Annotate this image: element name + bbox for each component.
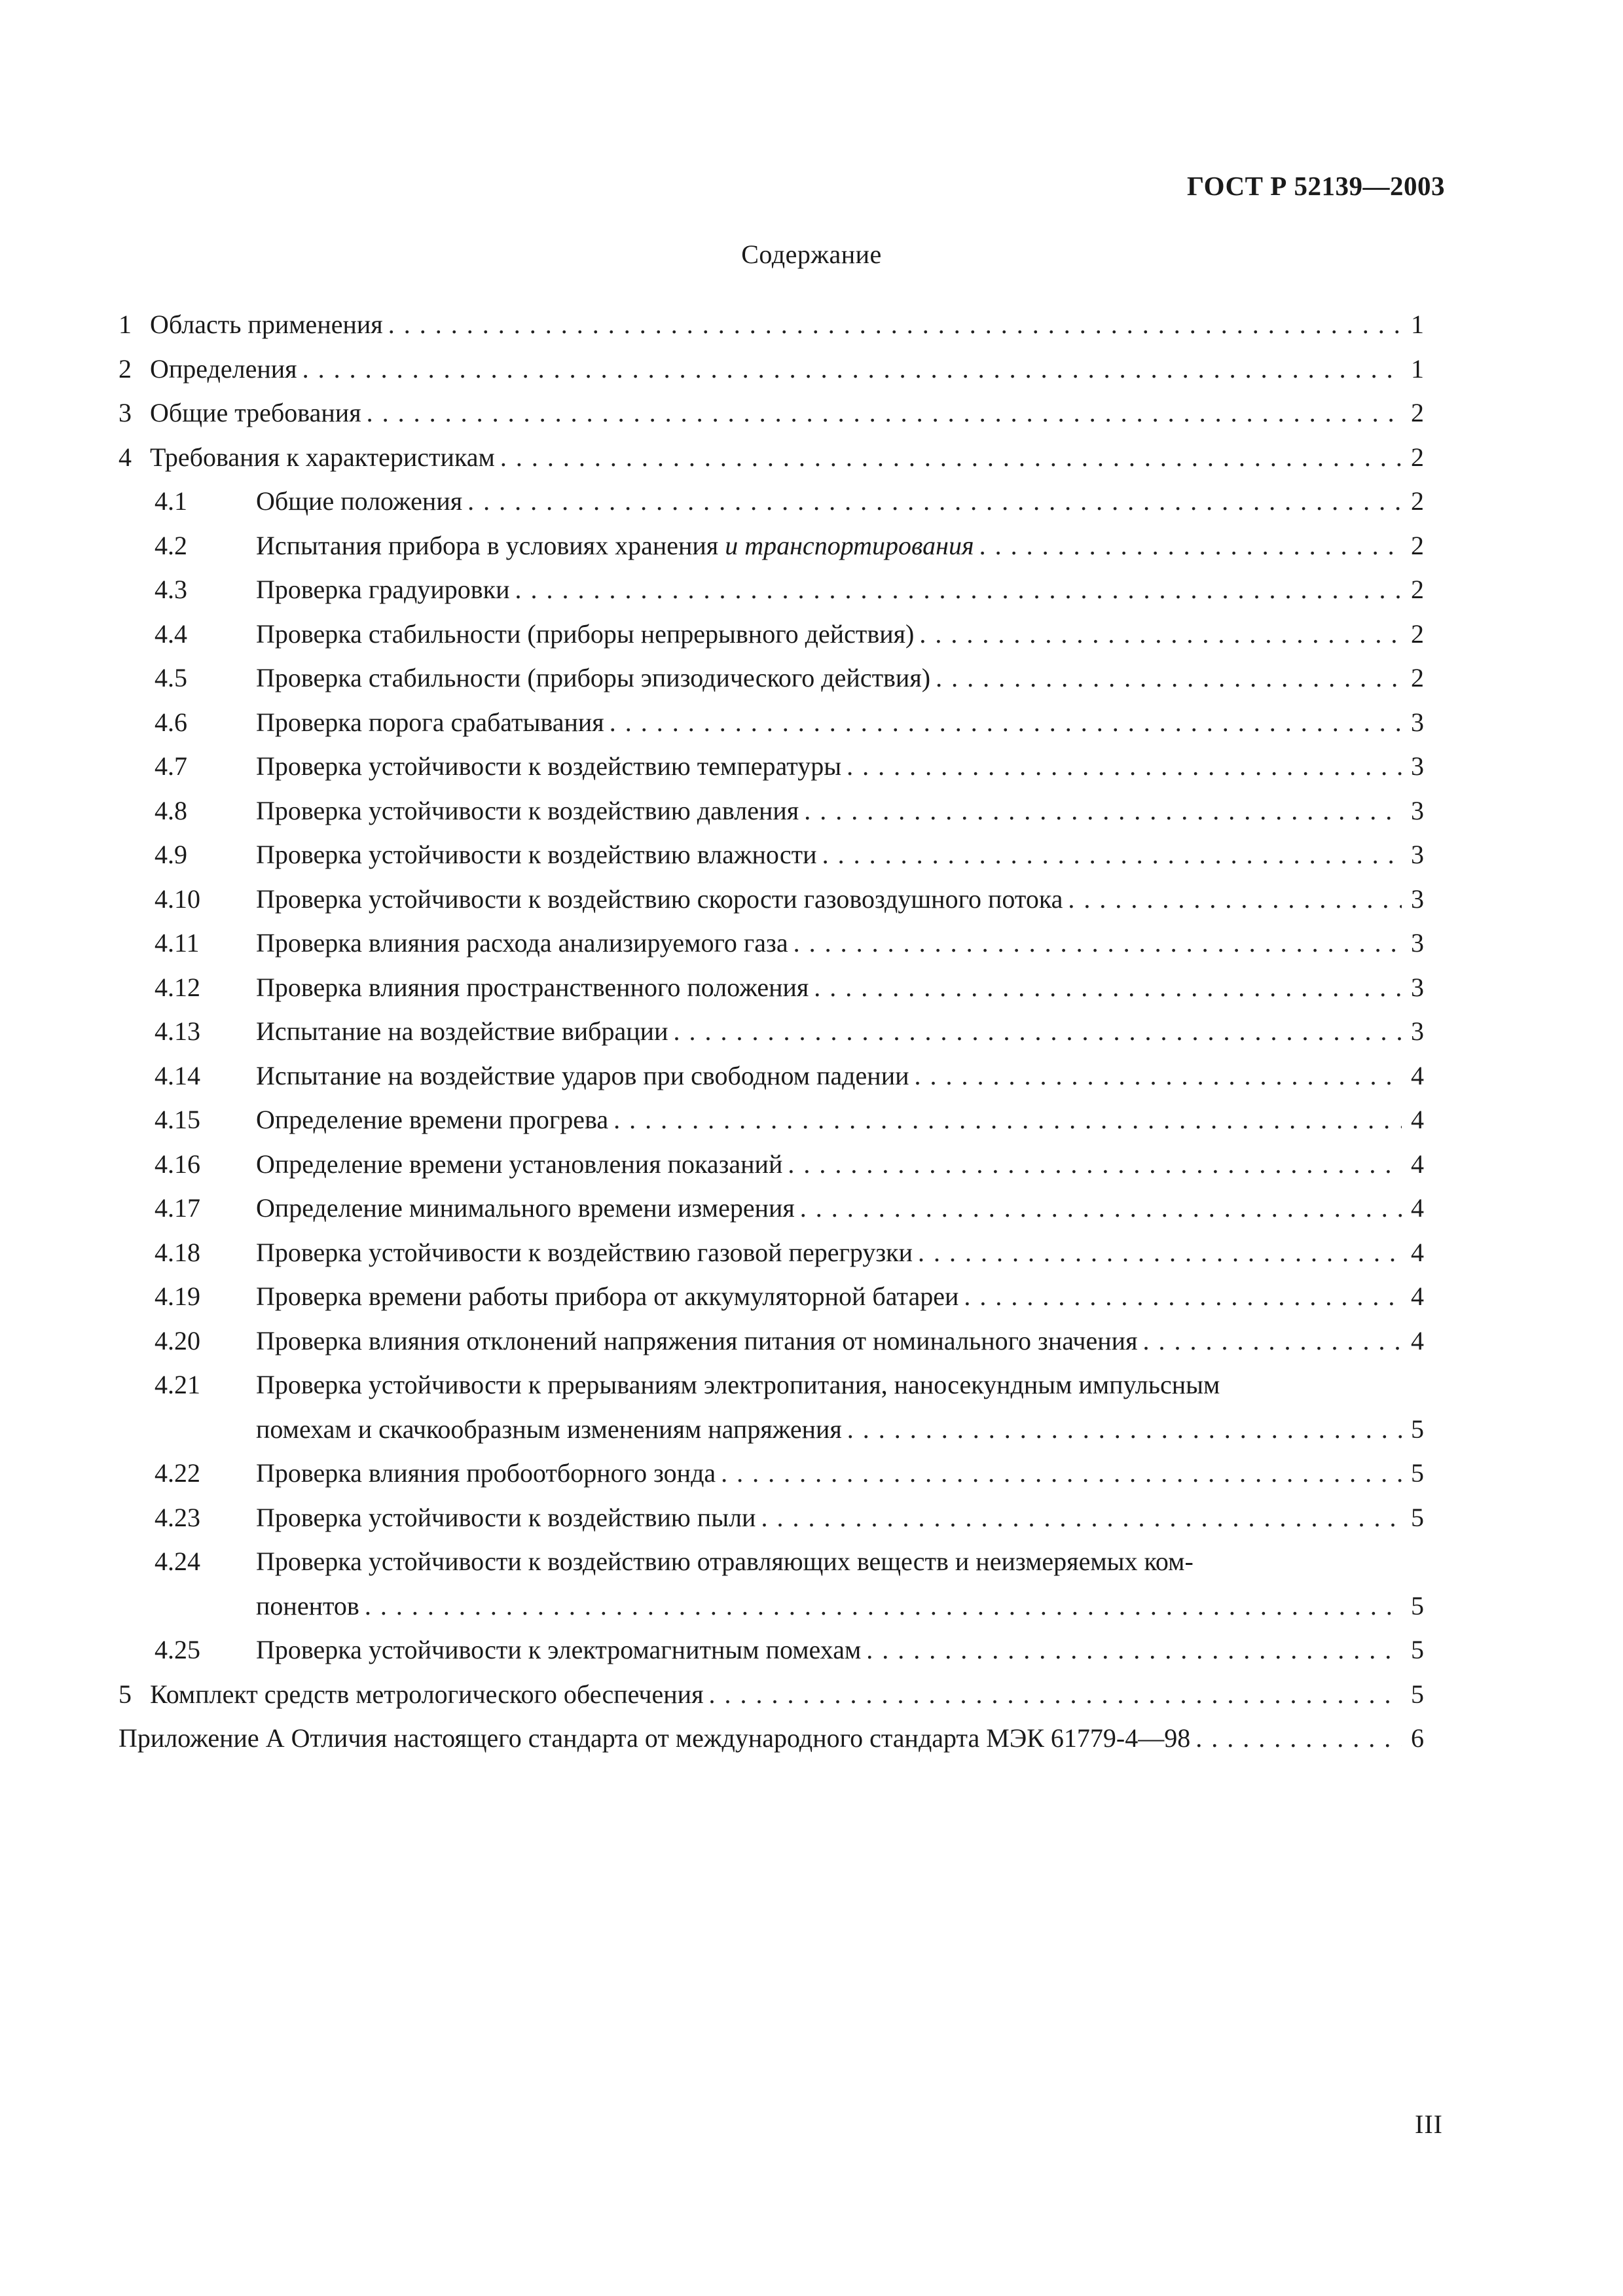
toc-entry-title: Проверка влияния отклонений напряжения питания от номинального значения [256,1325,1138,1355]
toc-entry-title: Проверка влияния пространственного положения [256,972,809,1002]
dot-leader [936,656,1402,700]
dot-leader [804,789,1402,833]
toc-entry[interactable] [119,567,1424,612]
toc-entry-title: Общие требования [150,398,361,427]
toc-entry-title: Проверка времени работы прибора от аккумуляторной батареи [256,1282,959,1311]
toc-entry[interactable] [119,302,1424,347]
toc-entry-page: 4 [1411,1237,1424,1267]
toc-entry-title: Область применения [150,310,383,339]
toc-entry-page: 5 [1411,1679,1424,1709]
document-code: ГОСТ Р 52139—2003 [1187,171,1445,201]
table-of-contents [119,302,1424,1761]
dot-leader [367,391,1402,435]
toc-entry-number: 4.7 [155,751,187,781]
toc-entry-page: 5 [1411,1414,1424,1444]
dot-leader [822,833,1402,877]
toc-entry[interactable] [119,921,1424,965]
toc-entry-page: 1 [1411,310,1424,339]
toc-entry[interactable] [119,1054,1424,1098]
toc-entry-number: 4.4 [155,619,187,649]
toc-entry[interactable] [119,1496,1424,1540]
toc-entry-number: 4.24 [155,1547,200,1576]
toc-entry[interactable] [119,612,1424,656]
toc-entry-page: 2 [1411,663,1424,692]
toc-entry-title: Испытания прибора в условиях хранения и транспортирования [256,530,974,560]
toc-entry-number: 4 [119,442,132,472]
toc-entry-number: 4.25 [155,1635,200,1664]
toc-entry-title: Определения [150,353,297,384]
toc-entry[interactable] [119,347,1424,391]
toc-entry-title: Проверка порога срабатывания [256,707,604,737]
toc-entry[interactable] [119,789,1424,833]
toc-entry[interactable] [119,1628,1424,1672]
toc-entry-page: 4 [1411,1060,1424,1090]
toc-entry-number: 4.9 [155,840,187,869]
toc-entry-title: помехам и скачкообразным изменениям напряжения [256,1414,842,1444]
toc-entry-number: 4.1 [155,486,187,516]
toc-entry-title: Проверка влияния расхода анализируемого газа [256,928,788,958]
dot-leader [1068,877,1402,922]
toc-entry-number: 2 [119,353,132,384]
dot-leader [302,347,1402,391]
toc-entry-page: 2 [1411,442,1424,472]
toc-entry-number: 4.5 [155,663,187,692]
toc-entry[interactable] [119,1274,1424,1319]
dot-leader [919,612,1402,656]
toc-entry-page: 3 [1411,840,1424,869]
toc-title: Содержание [741,240,882,269]
toc-entry-number: 4.11 [155,928,200,958]
toc-entry-page: 1 [1411,353,1424,384]
toc-entry-number: 4.15 [155,1105,200,1134]
toc-entry-page: 4 [1411,1105,1424,1134]
dot-leader [1195,1716,1402,1761]
dot-leader [793,921,1402,965]
dot-leader [788,1142,1402,1187]
dot-leader [610,700,1402,745]
toc-entry[interactable] [119,1716,1424,1761]
toc-entry-number: 4.6 [155,707,187,737]
toc-entry[interactable] [119,1539,1424,1628]
toc-entry-number: 5 [119,1679,132,1709]
dot-leader [847,1407,1402,1452]
toc-entry-title: Проверка устойчивости к воздействию температуры [256,751,842,781]
toc-entry-page: 2 [1411,486,1424,516]
toc-entry[interactable] [119,1363,1424,1451]
dot-leader [613,1098,1402,1142]
toc-entry-number: 4.19 [155,1282,200,1311]
toc-entry-page: 3 [1411,928,1424,958]
page-number: III [1415,2109,1443,2139]
dot-leader [721,1451,1402,1496]
toc-entry-number: 4.23 [155,1502,200,1532]
dot-leader [500,435,1402,480]
toc-entry-title: Общие положения [256,486,463,516]
toc-entry-page: 3 [1411,707,1424,737]
dot-leader [673,1009,1402,1054]
toc-entry-page: 4 [1411,1193,1424,1223]
toc-entry-page: 2 [1411,619,1424,649]
toc-entry-number: 1 [119,310,132,339]
toc-entry[interactable] [119,1230,1424,1275]
toc-entry-page: 4 [1411,1282,1424,1311]
dot-leader [467,479,1402,524]
toc-entry-page: 5 [1411,1458,1424,1488]
toc-entry[interactable] [119,1142,1424,1187]
toc-entry-page: 5 [1411,1502,1424,1532]
toc-entry-title: Проверка устойчивости к электромагнитным помехам [256,1635,862,1664]
toc-entry-number: 4.22 [155,1458,200,1488]
toc-entry-title: Проверка устойчивости к воздействию газовой перегрузки [256,1237,913,1267]
toc-entry-title: Проверка влияния пробоотборного зонда [256,1458,716,1488]
toc-entry-title: Проверка устойчивости к прерываниям электропитания, наносекундным импульсным [256,1370,1220,1399]
toc-entry[interactable] [119,1319,1424,1363]
toc-entry-page: 3 [1411,884,1424,914]
toc-entry-title: Проверка устойчивости к воздействию давления [256,795,799,825]
toc-entry-title: Испытание на воздействие ударов при свободном падении [256,1060,909,1090]
toc-entry[interactable] [119,524,1424,568]
toc-entry-title: Проверка градуировки [256,575,510,604]
toc-entry-number: 4.17 [155,1193,200,1223]
toc-entry-page: 2 [1411,575,1424,604]
toc-entry-title: Проверка устойчивости к воздействию отравляющих веществ и неизмеряемых ком- [256,1547,1194,1576]
dot-leader [761,1496,1402,1540]
dot-leader [847,744,1402,789]
toc-entry-title: Проверка устойчивости к воздействию влажности [256,840,817,869]
toc-entry-page: 4 [1411,1149,1424,1179]
dot-leader [915,1054,1402,1098]
toc-entry-number: 3 [119,398,132,427]
toc-entry-title: Требования к характеристикам [150,442,495,472]
toc-entry-number: 4.13 [155,1016,200,1046]
dot-leader [1142,1319,1402,1363]
toc-entry[interactable] [119,833,1424,877]
toc-entry-page: 3 [1411,751,1424,781]
toc-entry-page: 3 [1411,972,1424,1002]
dot-leader [918,1230,1402,1275]
toc-entry[interactable] [119,1672,1424,1717]
toc-entry-title: Комплект средств метрологического обеспечения [150,1679,704,1709]
toc-entry-page: 5 [1411,1590,1424,1621]
toc-entry-number: 4.8 [155,795,187,825]
toc-entry[interactable] [119,479,1424,524]
toc-entry-title: Проверка стабильности (приборы эпизодического действия) [256,663,931,692]
toc-entry[interactable] [119,965,1424,1010]
toc-entry-number: 4.20 [155,1325,200,1355]
toc-entry-number: 4.14 [155,1060,200,1090]
toc-entry-number: 4.18 [155,1237,200,1267]
toc-entry-title: Проверка стабильности (приборы непрерывного действия) [256,619,915,649]
toc-entry-number: 4.12 [155,972,200,1002]
toc-entry-page: 3 [1411,1016,1424,1046]
toc-entry-page: 3 [1411,795,1424,825]
dot-leader [388,302,1402,347]
toc-entry-number: 4.2 [155,530,187,560]
toc-entry[interactable] [119,391,1424,435]
dot-leader [800,1186,1402,1230]
toc-entry-title: Испытание на воздействие вибрации [256,1016,668,1046]
toc-entry-number: 4.21 [155,1370,200,1399]
dot-leader [979,524,1402,568]
toc-entry-title: понентов [256,1590,359,1621]
toc-entry[interactable] [119,877,1424,922]
toc-entry[interactable] [119,700,1424,745]
toc-entry-page: 4 [1411,1325,1424,1355]
toc-entry-number: 4.3 [155,575,187,604]
toc-entry[interactable] [119,1186,1424,1230]
toc-entry-number: 4.16 [155,1149,200,1179]
dot-leader [814,965,1402,1010]
toc-entry-number: 4.10 [155,884,200,914]
toc-entry[interactable] [119,435,1424,480]
toc-entry[interactable] [119,1451,1424,1496]
toc-entry-title: Проверка устойчивости к воздействию скорости газовоздушного потока [256,884,1063,914]
dot-leader [964,1274,1402,1319]
toc-entry-title: Проверка устойчивости к воздействию пыли [256,1502,756,1532]
toc-entry[interactable] [119,656,1424,700]
toc-entry-page: 5 [1411,1635,1424,1664]
toc-entry[interactable] [119,1098,1424,1142]
toc-entry-page: 2 [1411,398,1424,427]
toc-entry-title: Определение минимального времени измерения [256,1193,795,1223]
toc-entry-page: 6 [1411,1723,1424,1753]
dot-leader [709,1672,1402,1717]
toc-entry-title: Определение времени установления показаний [256,1149,783,1179]
toc-entry[interactable] [119,744,1424,789]
toc-entry-title: Приложение А Отличия настоящего стандарта от международного стандарта МЭК 61779-4—98 [119,1723,1191,1753]
toc-entry-title: Определение времени прогрева [256,1105,609,1134]
toc-entry[interactable] [119,1009,1424,1054]
dot-leader [866,1628,1402,1672]
dot-leader [515,567,1402,612]
dot-leader [365,1584,1402,1628]
toc-entry-page: 2 [1411,530,1424,560]
